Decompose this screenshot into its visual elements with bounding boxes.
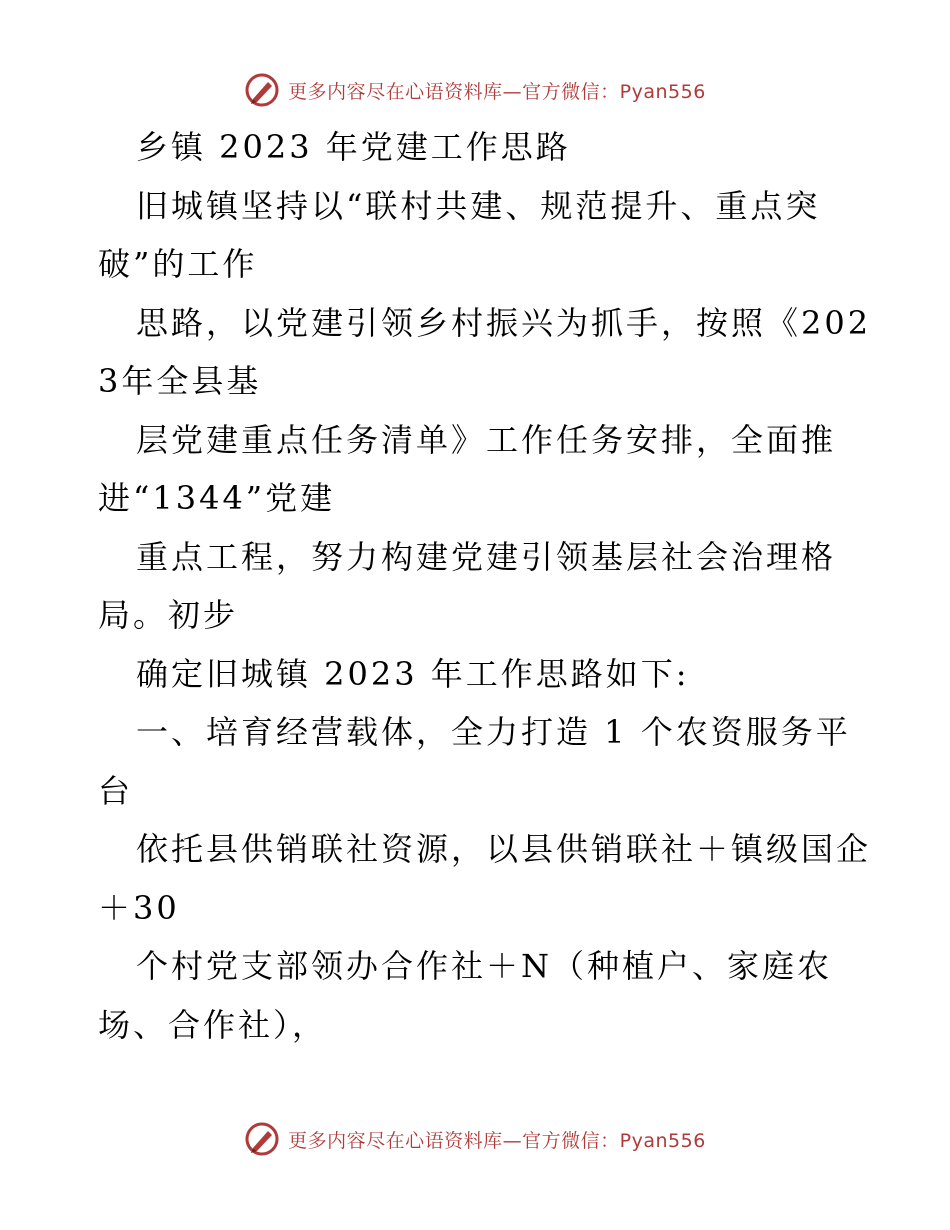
paragraph: 层党建重点任务清单》工作任务安排，全面推进“1344”党建 [98,420,837,517]
watermark-text: 更多内容尽在心语资料库—官方微信：Pyan556 [288,1129,706,1152]
paragraph: 确定旧城镇 2023 年工作思路如下: [136,654,690,693]
document-body [98,118,878,1054]
footer-watermark-banner [0,1119,950,1159]
paragraph: 重点工程，努力构建党建引领基层社会治理格局。初步 [98,537,837,634]
section-heading: 一、培育经营载体，全力打造 1 个农资服务平台 [98,713,851,810]
paragraph: 思路，以党建引领乡村振兴为抓手，按照《2023年全县基 [98,303,872,400]
watermark-text: 更多内容尽在心语资料库—官方微信：Pyan556 [288,80,706,103]
paragraph: 旧城镇坚持以“联村共建、规范提升、重点突破”的工作 [98,186,821,283]
pen-circle-logo-icon [244,72,280,108]
header-watermark-banner [0,70,950,110]
paragraph: 个村党支部领办合作社＋N（种植户、家庭农场、合作社）， [98,947,833,1044]
pen-circle-logo-icon [244,1121,280,1157]
document-title: 乡镇 2023 年党建工作思路 [136,128,571,166]
paragraph: 依托县供销联社资源，以县供销联社＋镇级国企＋30 [98,830,872,927]
